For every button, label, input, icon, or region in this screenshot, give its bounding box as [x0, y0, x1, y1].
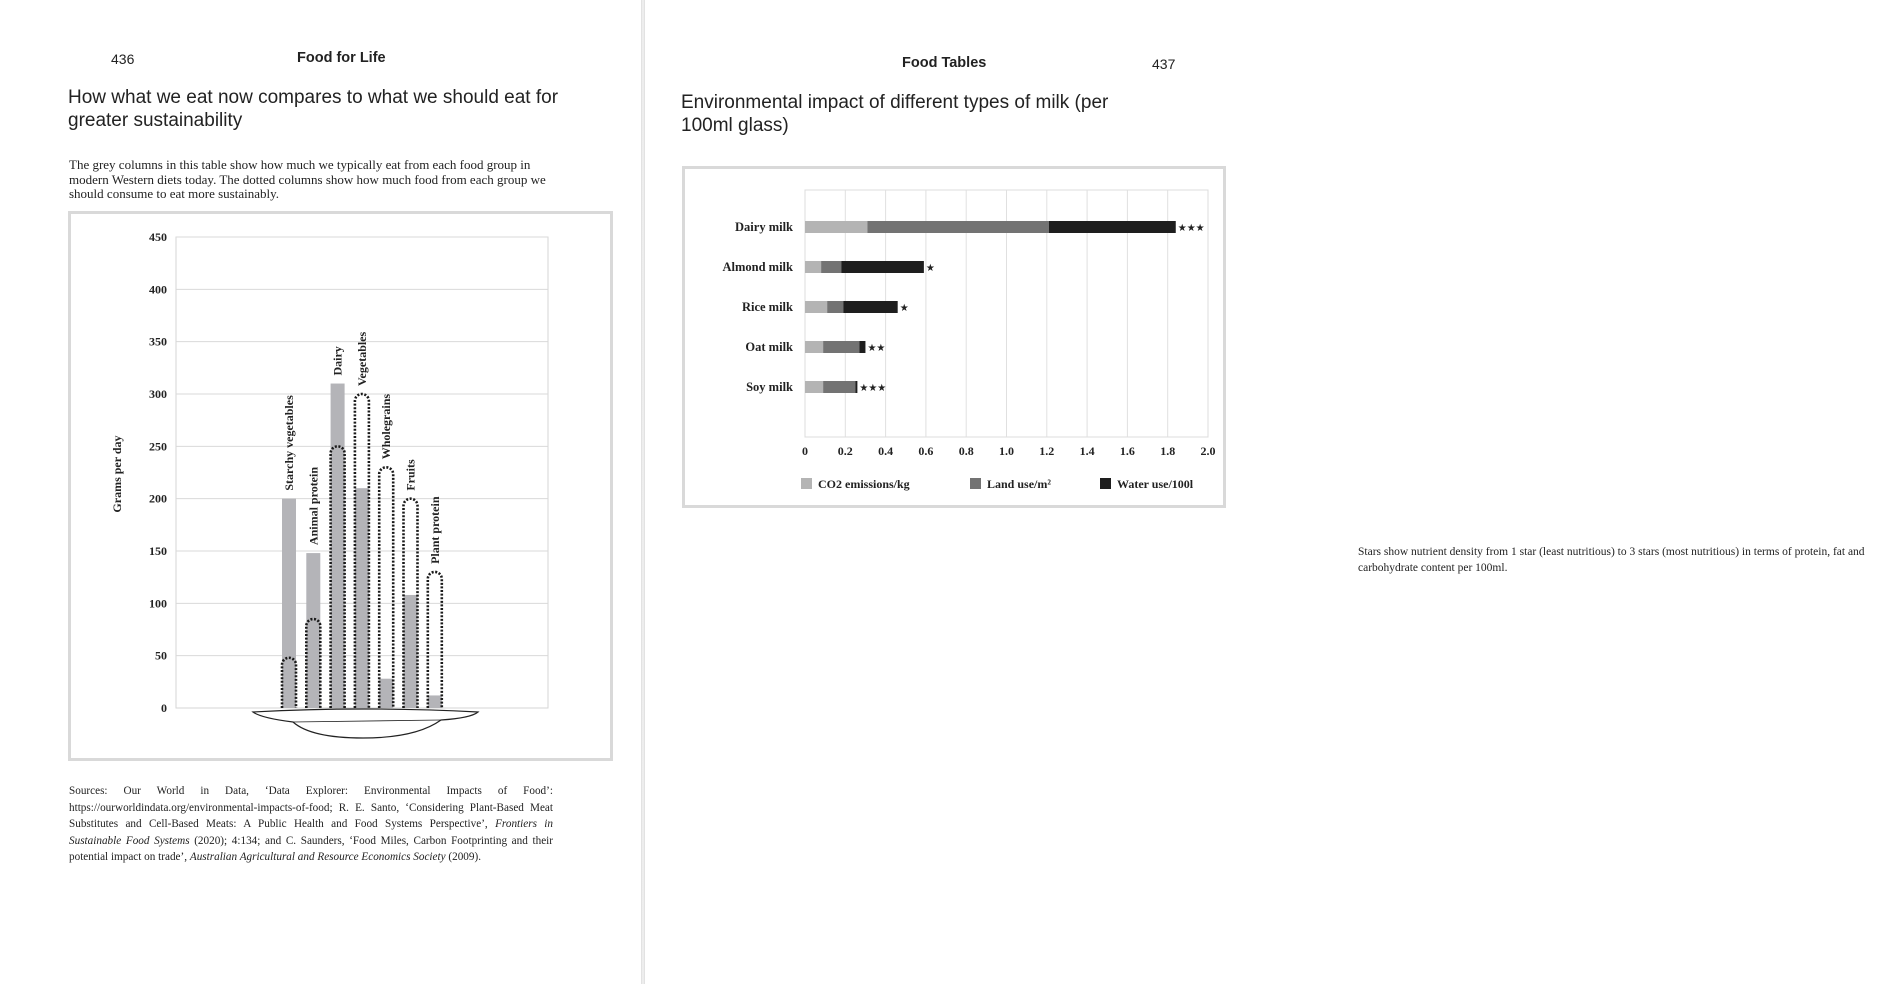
- running-head: Food Tables: [902, 55, 987, 71]
- category-label: Wholegrains: [379, 393, 394, 460]
- diet-chart: [71, 214, 610, 758]
- sources-segment: (2009).: [445, 851, 481, 864]
- milk-chart: [685, 169, 1223, 505]
- sources-segment: Sources: Our World in Data, ‘Data Explorer: Environmental Impacts of Food’: https://ourworldindata.org/environmental-impacts-of-food; R. E. Santo, ‘Considering Plant-Based Meat Substitutes and Cell-Based Meats: A Public Health and Food Systems Perspective’,: [69, 785, 553, 831]
- left-page: [0, 0, 641, 984]
- y-tick-label: 150: [149, 544, 167, 558]
- y-axis-label: Grams per day: [110, 435, 124, 513]
- star-rating: ★★★: [859, 383, 887, 394]
- bar-segment: [1049, 221, 1176, 233]
- bar-segment: [805, 381, 823, 393]
- page-number: 437: [1152, 56, 1176, 72]
- legend-label: Land use/m²: [987, 477, 1051, 491]
- page-number: 436: [111, 51, 135, 67]
- y-tick-label: 200: [149, 491, 167, 506]
- page-title: Environmental impact of different types of milk (per 100ml glass): [681, 92, 1109, 136]
- category-label: Vegetables: [354, 331, 369, 386]
- category-label: Almond milk: [722, 260, 793, 274]
- category-label: Animal protein: [306, 466, 321, 546]
- stars-note: Stars show nutrient density from 1 star (least nutritious) to 3 stars (most nutritious) in terms of protein, fat and carbohydrate content per 100ml.: [1358, 546, 1865, 574]
- sources-segment: Frontiers in Sustainable Food Systems: [69, 818, 553, 847]
- y-tick-label: 250: [149, 439, 167, 454]
- x-tick-label: 1.4: [1079, 444, 1095, 458]
- grey-column: [404, 595, 418, 708]
- bar-segment: [859, 341, 865, 353]
- legend-swatch: [1100, 478, 1111, 489]
- category-label: Starchy vegetables: [282, 395, 296, 491]
- bar-segment: [827, 301, 843, 313]
- running-head: Food for Life: [297, 50, 386, 66]
- y-tick-label: 100: [149, 596, 167, 611]
- star-rating: ★★: [867, 343, 886, 354]
- star-rating: ★: [899, 303, 909, 314]
- bar-segment: [805, 301, 827, 313]
- page-title: How what we eat now compares to what we should eat for greater sustainability: [68, 87, 559, 131]
- star-rating: ★: [925, 263, 935, 274]
- y-tick-label: 50: [155, 648, 167, 663]
- x-tick-label: 0.6: [918, 444, 934, 458]
- bar-segment: [805, 341, 823, 353]
- category-label: Oat milk: [745, 340, 793, 354]
- sources-note: [69, 783, 553, 866]
- y-tick-label: 350: [149, 334, 167, 349]
- x-tick-label: 0.8: [958, 444, 974, 458]
- grey-column: [355, 488, 369, 708]
- right-page: [645, 0, 1865, 984]
- x-tick-label: 0.4: [878, 444, 894, 458]
- legend-swatch: [801, 478, 812, 489]
- legend-label: CO2 emissions/kg: [818, 477, 910, 491]
- bar-segment: [823, 381, 855, 393]
- star-rating: ★★★: [1177, 223, 1205, 234]
- y-tick-label: 450: [149, 230, 167, 244]
- sources-segment: Australian Agricultural and Resource Economics Society: [189, 851, 446, 864]
- category-label: Dairy milk: [735, 220, 793, 234]
- category-label: Fruits: [403, 459, 418, 491]
- x-tick-label: 1.2: [1039, 444, 1055, 458]
- y-tick-label: 400: [149, 282, 167, 297]
- x-tick-label: 2.0: [1200, 444, 1216, 458]
- bar-segment: [805, 261, 821, 273]
- dotted-column: [379, 467, 393, 708]
- legend-swatch: [970, 478, 981, 489]
- diet-chart-frame: [68, 211, 613, 761]
- grey-column: [428, 695, 442, 708]
- y-tick-label: 300: [149, 387, 167, 401]
- grey-column: [379, 679, 393, 708]
- bar-segment: [843, 301, 897, 313]
- category-label: Dairy: [330, 346, 345, 376]
- x-tick-label: 0.2: [837, 444, 853, 458]
- bar-segment: [821, 261, 841, 273]
- milk-chart-frame: [682, 166, 1226, 508]
- grey-column: [331, 384, 345, 708]
- x-tick-label: 1.0: [999, 444, 1014, 458]
- dotted-column: [428, 572, 442, 708]
- x-tick-label: 1.6: [1119, 444, 1135, 458]
- bar-segment: [841, 261, 924, 273]
- bar-segment: [805, 221, 867, 233]
- category-label: Plant protein: [427, 496, 442, 564]
- grey-column: [306, 553, 320, 708]
- legend-label: Water use/100l: [1117, 477, 1194, 491]
- y-tick-label: 0: [161, 701, 167, 715]
- bar-segment: [867, 221, 1048, 233]
- plate-illustration: [253, 709, 478, 738]
- category-label: Rice milk: [741, 300, 793, 314]
- category-label: Soy milk: [746, 380, 793, 394]
- bar-segment: [823, 341, 859, 353]
- bar-segment: [855, 381, 857, 393]
- x-tick-label: 0: [802, 444, 808, 458]
- grey-column: [282, 499, 296, 708]
- chart-intro: The grey columns in this table show how much we typically eat from each food group in modern Western diets today. The dotted columns show how much food from each group we should consume to eat more sustainably.: [69, 157, 546, 201]
- sources-segment: (2020); 4:134; and C. Saunders, ‘Food Miles, Carbon Footprinting and their potential impact on trade’,: [69, 834, 553, 864]
- x-tick-label: 1.8: [1160, 444, 1176, 458]
